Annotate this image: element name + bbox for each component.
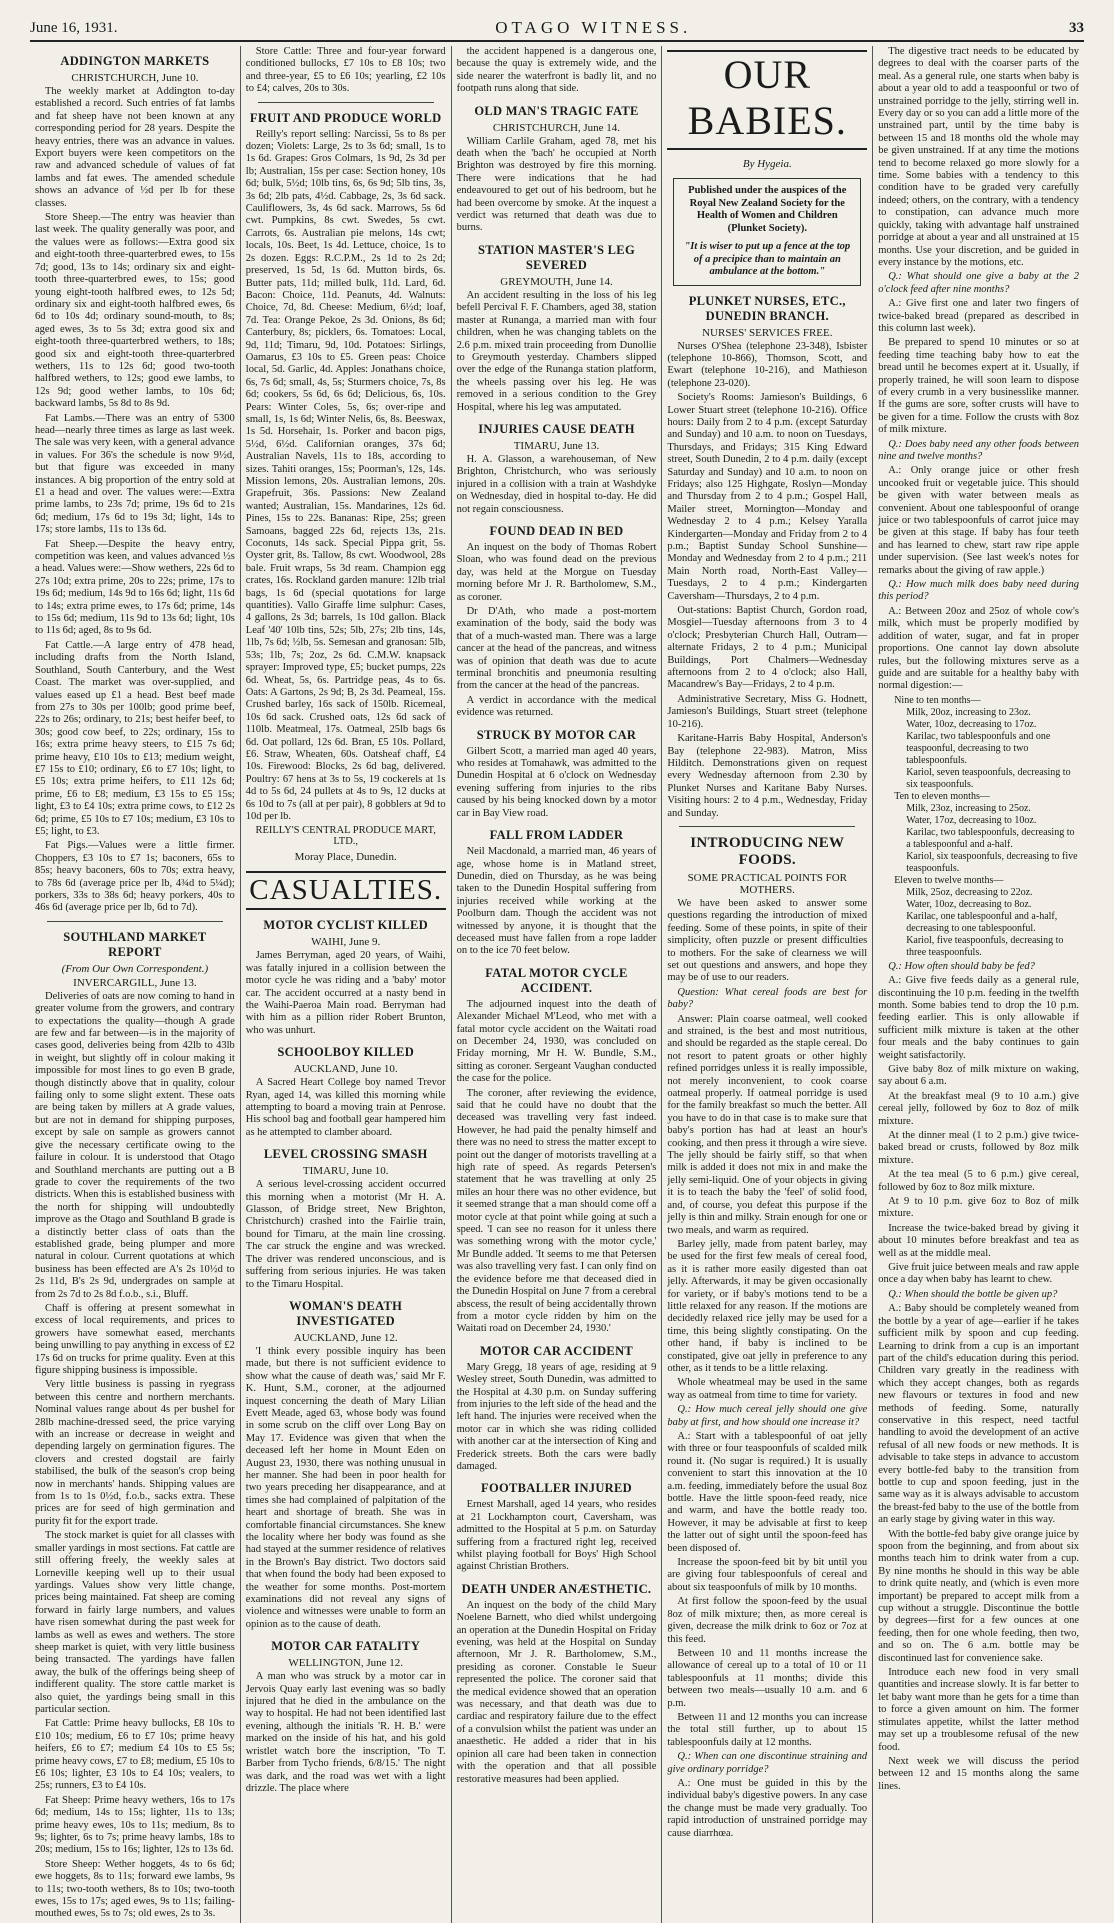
question: Q.: How much milk does baby need during this period? <box>878 579 1079 603</box>
paragraph: Store Cattle: Three and four-year forward conditioned bullocks, £7 10s to £8 10s; two and three-year, £5 to £6 10s; yearling, £2 10s to £4; calves, 20s to 30s. <box>245 46 446 95</box>
paragraph: The digestive tract needs to be educated by degrees to deal with the coarser parts of the meal. As a general rule, one starts when baby is about a year old to add a teaspoonful or two of unstrained porridge to the jelly, stirring well in. Every day or so you can add a little more of the unstrained part, until by the time baby is between 15 and 18 months old the whole may be given unstrained. If at any time the motions tend to become relaxed go more slowly for a time. Some babies with a tendency to this condition have to be graded very carefully indeed; others, on the contrary, with a tendency to constipation, can advance much more quickly, taking with advantage half unstrained porridge at about a year and all unstrained at 15 months. Use your discretion, and be guided in every instance by the motions, etc. <box>878 46 1079 268</box>
story-heading: LEVEL CROSSING SMASH <box>263 1147 428 1162</box>
paragraph: Chaff is offering at present somewhat in excess of local requirements, and prices to growers have somewhat eased, merchants being unwilling to pay anything in excess of £2 17s 6d on trucks for prime quality. Even at this figure shipping business is impossible. <box>35 1302 235 1376</box>
schedule-line: Karilac, two tablespoonfuls and one teaspoonful, decreasing to two tablespoonfuls. <box>906 730 1051 766</box>
story-dateline: AUCKLAND, June 10. <box>293 1063 398 1076</box>
paragraph: A Sacred Heart College boy named Trevor Ryan, aged 14, was killed this morning while attempting to board a moving train at Penrose. His school bag and football gear hampered him as he attempted to clamber aboard. <box>245 1077 446 1138</box>
story-dateline: AUCKLAND, June 12. <box>293 1331 398 1344</box>
southland-heading: SOUTHLAND MARKET REPORT <box>63 929 207 959</box>
story-heading: SCHOOLBOY KILLED <box>277 1045 415 1060</box>
paragraph: At 9 to 10 p.m. give 6oz to 8oz of milk mixture. <box>878 1196 1079 1220</box>
story-heading: FOOTBALLER INJURED <box>481 1481 632 1496</box>
schedule-label: Ten to eleven months— <box>894 790 990 802</box>
paragraph: 'I think every possible inquiry has been made, but there is not sufficient evidence to show what the cause of death was,' said Mr F. K. Hunt, S.M., coroner, at the adjourned inquest concerning the death of Mary Lilian Evett Meade, aged 63, whose body was found in some scrub on the cliff over Long Bay on May 17. Evidence was given that when the deceased left her home in Mount Eden on August 23, 1930, there was nothing unusual in her manner. She had been in poor health for two years preceding her disappearance, and at times she had complained of palpitation of the heart and shortage of breath. She was in comfortable financial circumstances. She knew the locality where her body was found as she had stayed at the summer residence of relatives in the Brown's Bay district. Two doctors said that when found the body had been exposed to the weather for some months. Post-mortem examinations did not reveal any signs of violence and witnesses were unable to form an opinion as to the cause of death. <box>245 1345 446 1630</box>
southland-body <box>35 991 235 1921</box>
paragraph: An inquest on the body of the child Mary Noelene Barnett, who died whilst undergoing an operation at the Dunedin Hospital on Friday evening, was held at the Hospital on Sunday afternoon, Mr J. R. Bartholomew, S.M., presiding as coroner. Constable le Sueur represented the police. The coroner said that the medical evidence showed that an operation was necessary, and that death was due to cardiac and respiratory failure due to the effect of a convulsion whilst the patient was under an anaesthetic. He added a rider that in his opinion all care had been taken in connection with the operation and that all possible restorative measures had been applied. <box>456 1599 657 1785</box>
paragraph: Gilbert Scott, a married man aged 40 years, who resides at Tomahawk, was admitted to the Dunedin Hospital at 6 o'clock on Wednesday evening suffering from injuries to the ribs caused by his being knocked down by a motor car in Bay View road. <box>456 745 657 819</box>
paragraph: We have been asked to answer some questions regarding the introduction of mixed feeding. Some of these points, in spite of their simplicity, often puzzle or present difficulties to mothers. For the sake of clearness we will set out questions and answers, and hope they may be of use to our readers. <box>667 897 868 984</box>
story-dateline: CHRISTCHURCH, June 14. <box>492 121 621 134</box>
feeding-schedule <box>894 695 1079 959</box>
paragraph: With the bottle-fed baby give orange juice by spoon from the beginning, and from about six months teach him to drink water from a cup. By nine months he should in this way be able to drink quite neatly, and (which is even more important) be prepared to accept milk from a cup without a struggle. Discontinue the bottle by degrees—first for a few ounces at one feeding, then for one whole feeding, then two, and so on. The 6 a.m. bottle may be discontinued last for convenience sake. <box>878 1528 1079 1664</box>
question: Q.: What should one give a baby at the 2 o'clock feed after nine months? <box>878 271 1079 295</box>
paragraph: Increase the twice-baked bread by giving it about 10 minutes before breakfast and tea as well as at the middle meal. <box>878 1222 1079 1259</box>
column-4 <box>662 46 873 1923</box>
question: Q.: When can one discontinue straining and give ordinary porridge? <box>667 1751 868 1775</box>
paragraph: Answer: Plain coarse oatmeal, well cooked and strained, is the best and most nutritious, and should be regarded as the staple cereal. Do not resort to patent groats or other highly refined porridges unless it is really impossible, not merely inconvenient, to cook coarse oatmeal properly. If oatmeal porridge is used for the family breakfast so much the better. All you have to do in that case is to make sure that baby's portion has had at least an hour's cooking, and then press it through a wire sieve. The jelly should be fairly stiff, so that when milk is added it does not mix in and make the jelly semi-liquid. One of your objects in giving it is to teach the baby the 'feel' of solid food, and, of course, you defeat this purpose if the jelly is thin and milky. Strain enough for one or two meals, and warm as required. <box>667 1013 868 1236</box>
schedule-line: Karilac, one tablespoonful and a-half, decreasing to one tablespoonful. <box>906 910 1058 934</box>
southland-dateline: INVERCARGILL, June 13. <box>73 976 197 989</box>
our-babies-title: OUR BABIES. <box>667 50 867 150</box>
question: Q.: How much cereal jelly should one give baby at first, and how should one increase it? <box>667 1404 868 1428</box>
masthead <box>30 16 1084 42</box>
reilly-address: Moray Place, Dunedin. <box>294 851 397 864</box>
paragraph: The adjourned inquest into the death of Alexander Michael M'Leod, who met with a fatal motor cycle accident on the Waitati road on December 24, 1930, was concluded on Friday morning, Mr H. W. Bundle, S.M., sitting as coroner. Sergeant Vaughan conducted the case for the police. <box>456 998 657 1085</box>
paragraph: Deliveries of oats are now coming to hand in greater volume from the growers, and contrary to expectations the quality—though A grade are few and far between—is in the majority of cases good, deliveries being from 42lb to 43lb in weight, but slightly off in colour making it impossible for most lines to go even B grade, though distinctly above that in quality, colour failing only to some slight extent. These oats are being taken by millers at A grade values, but are not in demand for shipping purposes, except by sale on sample as growers cannot give the necessary certificate owing to the failure in colour. It is understood that Otago and Southland merchants are putting out a B grade to cover the requirements of the two districts. When this is established business with the north for shipping will undoubtedly improve as the Otago and Southland B grade is a distinctly better class of oats than the established grade, being plumper and more natural in colour. Current quotations at which business has been effected are A's 2s 10½d to 2s 11d, B's 2s 9d, undergrades on sample at from 2s 7d to 2s 8d f.o.b., s.i., Bluff. <box>35 990 235 1300</box>
reilly-signature: REILLY'S CENTRAL PRODUCE MART, LTD., <box>255 825 436 848</box>
question: Q.: Does baby need any other foods between nine and twelve months? <box>878 438 1079 462</box>
paragraph: An inquest on the body of Thomas Robert Sloan, who was found dead on the previous day, was held at the Morgue on Tuesday morning before Mr J. R. Bartholomew, S.M., as coroner. <box>456 541 657 603</box>
schedule-line: Water, 17oz, decreasing to 10oz. <box>906 814 1037 826</box>
column-3 <box>452 46 663 1923</box>
story-heading: MOTOR CYCLIST KILLED <box>263 918 428 933</box>
paragraph: Next week we will discuss the period between 12 and 15 months along the same lines. <box>878 1755 1079 1792</box>
schedule-line: Kariol, seven teaspoonfuls, decreasing to six teaspoonfuls. <box>906 766 1071 790</box>
schedule-line: Kariol, five teaspoonfuls, decreasing to three teaspoonfuls. <box>906 934 1064 958</box>
story-dateline: TIMARU, June 10. <box>302 1165 389 1178</box>
new-foods-heading: INTRODUCING NEW FOODS. <box>690 834 845 868</box>
story-heading: FALL FROM LADDER <box>489 828 624 843</box>
paragraph: Fat Cattle: Prime heavy bullocks, £8 10s to £10 10s; medium, £6 to £7 10s; prime heavy heifers, £6 to £7; medium £4 10s to £5 5s; prime heavy cows, £7 to £8; medium, £5 10s to £6 10s; lighter, £3 10s to £4 10s; vealers, to 25s; runners, £3 to £4 10s. <box>35 1718 235 1792</box>
new-foods-subheading: SOME PRACTICAL POINTS FOR MOTHERS. <box>687 871 847 896</box>
schedule-line: Water, 10oz, decreasing to 8oz. <box>906 898 1032 910</box>
paragraph: Reilly's report selling: Narcissi, 5s to 8s per dozen; Violets: Large, 2s to 3s 6d; small, 1s to 1s 6d. Grapes: Gros Colmars, 1s 9d, 2s 3d per lb; Australian, 15s per case: Section honey, 10s 6d; bulk, 5½d; 10lb tins, 6s, 6s 9d; 5lb tins, 3s, 3s 6d; 2lb pats, 4½d. Cabbage, 2s, 3s 6d sack. Cauliflowers, 3s, 4s 6d sack. Marrows, 5s 6d cwt. Pumpkins, 8s cwt. Swedes, 5s cwt. Carrots, 6s. Australian pie melons, 14s cwt; locals, 10s. Beet, 1s 4d. Lettuce, choice, 1s to 2s dozen. Eggs: R.C.P.M., 2s 1d to 2s 2d; preserved, 1s 5d, 1s 6d. Mutton birds, 6s. Butter pats, 11d; milled bulk, 11d. Lard, 6d. Bacon: Choice, 11d. Peanuts, 4d. Walnuts: Choice, 7d, 8d. Cheese: Medium, 6½d; loaf, 7d. Tea: Orange Pekoe, 2s 3d. Onions, 8s 6d; Canterbury, 8s; picklers, 6s. Tomatoes: Local, 9d, 11d; Timaru, 9d, 10d. Potatoes: Sirlings, Oamarus, £3 10s to £5. Green peas: Choice local, 5d. Garlic, 4d. Apples: Jonathans choice, 6s, 7s 6d; small, 4s, 5s; Sturmers choice, 7s, 8s 6d; cookers, 5s 6d, 6s 6d; Delicious, 6s, 10s. Pears: Winter Coles, 5s, 6s; over-ripe and small, 1s, 1s 6d; Winter Nelis, 6s, 8s. Beeswax, 1s 5d. Horsehair, 1s. Porker and bacon pigs, 5½d, 6½d. Californian oranges, 37s 6d; Australian Navels, 11s to 18s, according to sizes. Tahiti oranges, 15s; Poorman's, 12s, 14s. Mission lemons, 20s. Australian lemons, 20s. Grapefruit, 36s. Passions: New Zealand wanted; Australian, 15s. Mandarines, 12s 6d. Pines, 15s to 22s. Bananas: Ripe, 25s; green Samoans, bagged 22s 6d, rejects 13s, 21s. Coconuts, 14s sack. Special Pippa grit, 5s. Oyster grit, 8s. Tallow, 8s cwt. Woodwool, 28s bale. Fruit wraps, 5s 3d ream. Champion egg crates, 16s. Rockland garden manure: 12lb trial bags, 1s 6d (special quotations for large quantities). Vallo Giraffe lime sulphur: Cases, 4 gallons, 2s 3d; barrels, 1s 10d gallon. Black Leaf '40' 10lb tins, 52s; 5lb, 27s; 2lb tins, 14s, 1lb, 7s 6d; ½lb, 5s. Semesan and granosan: 5lb, 53s; 1lb, 7s; 2oz, 2s 6d. C.M.W. knapsack sprayer: Improved type, £5; bucket pumps, 22s 6d. Wheat, 5s, 6s. Partridge peas, 4s to 6s. Oats: A Gartons, 2s 9d; B, 2s 3d. Peameal, 15s. Crushed barley, 16s sack of 150lb. Ricemeal, 10s 6d sack. Crushed oats, 12s 6d sack of 110lb. Meatmeal, 17s. Oatmeal, 25lb bags 6s 6d. Oat pollard, 12s 6d. Bran, £5 10s. Pollard, £6. Straw, Wheaten, 60s. Oatsheaf chaff, £4 10s. Firewood: Blocks, 2s 6d bag, delivered. Poultry: 67 hens at 3s to 5s, 19 cockerels at 1s 4d to 5s 6d, 24 pullets at 4s to 9s, 12 ducks at 6s 10d to 7s (all at per pair), 8 gobblers at 9d to 10d per lb. <box>245 128 446 822</box>
paragraph: Be prepared to spend 10 minutes or so at feeding time teaching baby how to eat the bread until he becomes expert at it. Usually, if properly trained, he will soon learn to dispose of every crumb in a very businesslike manner. If the gums are sore, softer crusts will have to be given for a time. Follow the crusts with 8oz of milk mixture. <box>878 337 1079 436</box>
paragraph: Mary Gregg, 18 years of age, residing at 9 Wesley street, South Dunedin, was admitted to the Hospital at 4.30 p.m. on Sunday suffering from injuries to the left side of the head and the left hand. The injuries were received when the motor car in which she was riding collided with another car at the intersection of King and Frederick streets. Both the cars were badly damaged. <box>456 1361 657 1472</box>
divider <box>258 102 434 103</box>
notice-quote: "It is wiser to put up a fence at the top of a precipice than to maintain an ambulance at the bottom." <box>684 241 851 277</box>
question: Question: What cereal foods are best for baby? <box>667 986 868 1011</box>
divider <box>679 826 855 827</box>
plunket-notice-box <box>673 178 861 286</box>
divider <box>47 921 223 922</box>
paragraph: Nurses O'Shea (telephone 23-348), Isbister (telephone 10-866), Thomson, Scott, and Ewart (telephone 10-216), and Mathieson (telephone 23-020). <box>667 340 868 389</box>
southland-byline: (From Our Own Correspondent.) <box>61 962 209 975</box>
paragraph: A.: One must be guided in this by the individual baby's digestive powers. In any case the change must be made very gradually. Too rapid introduction of unstrained porridge may cause diarrhœa. <box>667 1777 868 1839</box>
paragraph: Between 11 and 12 months you can increase the total still further, up to about 15 tablespoonfuls daily at 12 months. <box>667 1711 868 1748</box>
story-dateline: GREYMOUTH, June 14. <box>500 275 613 288</box>
story-heading: FATAL MOTOR CYCLE ACCIDENT. <box>485 965 628 995</box>
paragraph: A.: Baby should be completely weaned from the bottle by a year of age—earlier if he takes sufficient milk by spoon and cup feeding. Learning to drink from a cup is an important part of the child's education during this period. Children vary greatly in the readiness with which they accept changes, both as regards new flavours or textures in food and new methods of feeding. Some, naturally conservative in this respect, need tactful handling to avoid the development of an active refusal of all new foods or new methods. It is advisable to take steps in advance to accustom every bottle-fed baby to the transition from bottle to cup and spoon feeding, just in the same way as it is always advisable to accustom the breast-fed baby to the use of the bottle from an early stage by giving water in this way. <box>878 1303 1079 1526</box>
addington-body <box>35 86 235 915</box>
paragraph: H. A. Glasson, a warehouseman, of New Brighton, Christchurch, who was seriously injured in a collision with a train at Washdyke on Wednesday, died in hospital to-day. He did not regain consciousness. <box>456 453 657 515</box>
schedule-line: Karilac, two tablespoonfuls, decreasing to a tablespoonful and a-half. <box>906 826 1075 850</box>
addington-dateline: CHRISTCHURCH, June 10. <box>71 72 199 84</box>
story-dateline: TIMARU, June 13. <box>513 439 600 452</box>
story-heading: STATION MASTER'S LEG SEVERED <box>478 242 635 272</box>
paragraph: A serious level-crossing accident occurred this morning when a motorist (Mr H. A. Glasson, of Bridge street, New Brighton, Christchurch) crashed into the Fairlie train, bound for Timaru, at the main line crossing. The car struck the engine and was wrecked. The driver was rendered unconscious, and is suffering from serious injuries. He was taken to the Timaru Hospital. <box>245 1179 446 1290</box>
schedule-line: Water, 10oz, decreasing to 17oz. <box>906 718 1037 730</box>
schedule-label: Eleven to twelve months— <box>894 874 1004 886</box>
paragraph: At first follow the spoon-feed by the usual 8oz of milk mixture; then, as more cereal is given, decrease the milk drink to 6oz or 7oz at this feed. <box>667 1596 868 1645</box>
paragraph: Out-stations: Baptist Church, Gordon road, Mosgiel—Tuesday afternoons from 3 to 4 o'clock; Presbyterian Church Hall, Outram—alternate Fridays, 2 to 4 p.m.; Municipal Buildings, Port Chalmers—Wednesday afternoons from 2 to 4 o'clock; also Hall, Macandrew's Bay—Fridays, 2 to 4 p.m. <box>667 605 868 691</box>
column-1 <box>30 46 241 1923</box>
our-babies-byline: By Hygeia. <box>742 158 792 170</box>
issue-date: June 16, 1931. <box>30 19 118 36</box>
paragraph: Give fruit juice between meals and raw apple once a day when baby has learnt to chew. <box>878 1262 1079 1286</box>
story-dateline: WAIHI, June 9. <box>311 936 381 949</box>
paragraph: Fat Cattle.—A large entry of 478 head, including drafts from the North Island, Southland, South Canterbury, and the West Coast. The market was over-supplied, and values eased up £1 a head. Best beef made from 27s to 30s per 100lb; good prime beef, 22s to 26s; ordinary, to 21s; best heifer beef, to 30s; good cow beef, to 22s; ordinary, 15s to 16s; extra prime heavy steers, to £15 7s 6d; prime heavy, £10 10s to £13; medium weight, £7 15s to £10; ordinary, £6 to £7 10s; light, to £5 10s; extra prime heifers, to £11 12s 6d; prime, £6 to £8; medium, £3 15s to £5 15s; light, £3 to £4 10s; extra prime cows, to £12 2s 6d; prime, £5 10s to £7 10s; medium, £3 10s to £5; light, to £3. <box>35 639 235 837</box>
paragraph: Introduce each new food in very small quantities and increase slowly. It is far better to let baby want more than he gets for a time than to force a given amount on him. The former stimulates appetite, whilst the latter method may set up a troublesome refusal of the new food. <box>878 1667 1079 1753</box>
story-heading: DEATH UNDER ANÆSTHETIC. <box>461 1581 652 1596</box>
story-heading: FOUND DEAD IN BED <box>489 523 624 538</box>
paragraph: Give baby 8oz of milk mixture on waking, say about 6 a.m. <box>878 1063 1079 1088</box>
page-number: 33 <box>1068 19 1084 36</box>
schedule-line: Kariol, six teaspoonfuls, decreasing to five teaspoonfuls. <box>906 850 1078 874</box>
paragraph: Karitane-Harris Baby Hospital, Anderson's Bay (telephone 22-983). Matron, Miss Hilditch. Demonstrations given on request every Wednesday afternoon from 2.30 by Plunket Nurses and Karitane Baby Nurses. Visiting hours: 2 to 4 p.m., Wednesday, Friday and Sunday. <box>667 733 868 819</box>
schedule-label: Nine to ten months— <box>894 694 981 706</box>
paragraph: Whole wheatmeal may be used in the same way as oatmeal from time to time for variety. <box>667 1377 868 1401</box>
fruit-produce-heading: FRUIT AND PRODUCE WORLD <box>249 110 442 125</box>
plunket-heading: PLUNKET NURSES, ETC., DUNEDIN BRANCH. <box>688 293 846 323</box>
question: Q.: When should the bottle be given up? <box>888 1288 1058 1300</box>
plunket-subheading: NURSES' SERVICES FREE. <box>702 326 833 339</box>
paragraph: At the breakfast meal (9 to 10 a.m.) give cereal jelly, followed by 6oz to 8oz of milk mixture. <box>878 1090 1079 1127</box>
paragraph: Administrative Secretary, Miss G. Hodnett, Jamieson's Buildings, Stuart street (telephone 10-216). <box>667 693 868 730</box>
paragraph: A.: Give five feeds daily as a general rule, discontinuing the 10 p.m. feeding in the twelfth month. Some babies tend to drop the 10 p.m. feeding earlier. This is only allowable if sufficient milk mixture is taken at the other four meals and the baby continues to gain weight satisfactorily. <box>878 975 1079 1061</box>
paragraph: James Berryman, aged 20 years, of Waihi, was fatally injured in a collision between the motor cycle he was riding and a 'baby' motor car. The accident occurred at a nasty bend in the Waihi-Paeroa Main road. Berryman had with him as a pillion rider Robert Brunton, who was unhurt. <box>245 950 446 1036</box>
paragraph: A.: Give first one and later two fingers of twice-baked bread (prepared as described in this column last week). <box>878 298 1079 334</box>
paragraph: The coroner, after reviewing the evidence, said that he could have no doubt that the deceased was travelling very fast indeed. However, he had paid the penalty himself and there was no need to stress the matter except to point out the danger of motorists travelling at a high rate of speed. As regards Petersen's statement that he was travelling at only 25 miles an hour there was no other evidence, but it seemed strange that a man should come off a motor cycle at that point while going at such a speed. 'I can see no reason for it unless there was something wrong with the motor cycle,' Mr Bundle added. 'It seems to me that Petersen was also travelling very fast. I can only find on the evidence before me that deceased died in the Dunedin Hospital on June 7 from a cerebral abscess, the result of being accidentally thrown from a motor cycle ridden by him on the Waitati road on December 24, 1930.' <box>456 1087 657 1335</box>
paragraph: At the tea meal (5 to 6 p.m.) give cereal, followed by 6oz to 8oz milk mixture. <box>878 1169 1079 1193</box>
paragraph: the accident happened is a dangerous one, because the quay is extremely wide, and the side nearer the waterfront is badly lit, and no footpath runs along that side. <box>456 46 657 95</box>
paragraph: A man who was struck by a motor car in Jervois Quay early last evening was so badly injured that he died in the ambulance on the way to hospital. He had not been identified last evening, although the initials 'R. H. B.' were marked on the inside of his hat, and his gold wristlet watch bore the inscription, 'To T. Barber from Tycho friends, 6/8/15.' The night was dark, and the road was wet with a light drizzle. The place where <box>245 1671 446 1794</box>
paragraph: Barley jelly, made from patent barley, may be used for the first few meals of cereal food, as it is rather more easily digested than oat jelly. Afterwards, it may be given occasionally for variety, or if baby's motions tend to be a little relaxed for any reason. If the motions are decidedly relaxed rice jelly may be used for a time, this being slightly constipating. On the other hand, if baby is inclined to be constipated, give oat jelly in preference to any other, as it tends to be a little relaxing. <box>667 1238 868 1374</box>
schedule-line: Milk, 20oz, increasing to 23oz. <box>906 706 1031 718</box>
paragraph: Store Sheep.—The entry was heavier than last week. The quality generally was poor, and the values were as follows:—Extra good six and eight-tooth three-quarterbred ewes, to 15s 7d; good, 13s to 14s; ordinary six and eight-tooth three-quarterbred ewes, to 15s; good young eight-tooth halfbred ewes, to 12s 5d; ordinary six and eight-tooth halfbred ewes, 6s 6d to 10s 4d; ordinary sound-mouth, to 8s; aged ewes, 3s to 5s 3d; extra good six and eight-tooth three-quarterbred wethers, to 18s; good six and eight-tooth three-quarterbred wethers, 11s to 12s 6d; good two-tooth halfbred wethers, to 12s; good ewe lambs, to 12s 9d; good wether lambs, to 10s 6d; backward lambs, 5s 8d to 8s 9d. <box>35 212 235 410</box>
newspaper-title: OTAGO WITNESS. <box>495 18 692 37</box>
story-heading: OLD MAN'S TRAGIC FATE <box>474 103 639 118</box>
story-heading: WOMAN'S DEATH INVESTIGATED <box>289 1298 403 1328</box>
story-heading: STRUCK BY MOTOR CAR <box>476 727 637 742</box>
paragraph: A.: Between 20oz and 25oz of whole cow's milk, which must be properly modified by addition of water, sugar, and fat in proper proportions. One cannot lay down absolute rules, but the following mixtures serve as a guide and are suitable for a healthy baby with normal digestion:— <box>878 605 1079 692</box>
story-heading: MOTOR CAR FATALITY <box>271 1639 421 1654</box>
paragraph: A verdict in accordance with the medical evidence was returned. <box>456 694 657 719</box>
paragraph: The stock market is quiet for all classes with smaller yardings in most sections. Fat cattle are still offering freely, the weekly sales at Lorneville keeping well up to their usual yardings. Values show very little change, prices being maintained. Fat sheep are coming forward in fairly large numbers, and values have risen somewhat during the past week for lambs as well as ewes and wethers. The store sheep market is quiet, with very little business being transacted. The yardings have fallen away, the bulk of the offerings being sheep of indifferent quality. The store cattle market is also quiet, the yardings being small in this particular section. <box>35 1530 235 1715</box>
paragraph: The weekly market at Addington to-day established a record. Such entries of fat lambs and fat sheep have not been known at any corresponding period for 28 years. Despite the heavy entries, there was an advance in values. Export buyers were keen competitors on the raw and advanced schedule of values of fat lambs and fat ewes. The amended schedule shows an advance of ½d per lb for these classes. <box>35 86 235 209</box>
paragraph: A.: Start with a tablespoonful of oat jelly with three or four teaspoonfuls of scalded milk round it. (No sugar is required.) It is usually convenient to start this innovation at the 10 a.m. feeding, immediately before the usual 8oz bottle. Have the little spoon-feed ready, nice and warm, and have the bottle ready too. However, it may be advisable at first to keep the latter out of sight until the spoon-feed has been disposed of. <box>667 1431 868 1554</box>
paragraph: At the dinner meal (1 to 2 p.m.) give twice-baked bread or crusts, followed by 8oz milk mixture. <box>878 1130 1079 1166</box>
paragraph: Increase the spoon-feed bit by bit until you are giving four tablespoonfuls of cereal and about six teaspoonfuls of milk by 10 months. <box>667 1557 868 1593</box>
addington-heading: ADDINGTON MARKETS <box>60 54 210 68</box>
paragraph: Fat Lambs.—There was an entry of 5300 head—nearly three times as large as last week. The sale was very keen, with a general advance in values. For 36's the schedule is now 9½d, but that figure was exceeded in many instances. A big proportion of the entry sold at £1 a head and over. The values were:—Extra prime lambs, to 23s 7d; prime, 19s 6d to 21s 6d; medium, 17s 6d to 19s 3d; light, 14s to 17s; store lambs, 11s to 13s 6d. <box>35 412 235 536</box>
story-heading: MOTOR CAR ACCIDENT <box>479 1343 634 1358</box>
question: Q.: How often should baby be fed? <box>888 960 1035 972</box>
casualties-heading: CASUALTIES. <box>246 871 446 910</box>
paragraph: Very little business is passing in ryegrass between this centre and northern merchants. Nominal values range about 4s per bushel for 28lb machine-dressed seed, the price varying with an increase or decrease in weight and depending largely on germination figures. The clovers and crested dogstail are fairly stabilised, the bulk of the season's crop being now in merchants' hands. Shipping values are from 1s to 1s 0½d, f.o.b., sacks extra. These prices are for seed of high germination and purity fit for the export trade. <box>35 1379 235 1527</box>
notice-text: Published under the auspices of the Royal New Zealand Society for the Health of Women and Children (Plunket Society). <box>688 185 847 234</box>
paragraph: William Carlile Graham, aged 78, met his death when the 'bach' he occupied at North Brighton was destroyed by fire this morning. There were indications that he had endeavoured to get out of his bedroom, but he had been overcome by smoke. At the inquest a verdict was returned that death was due to burns. <box>456 135 657 234</box>
paragraph: Fat Sheep.—Despite the heavy entry, competition was keen, and values advanced ½s a head. Values were:—Show wethers, 22s 6d to 27s 10d; extra prime, 20s to 22s; prime, 17s to 19s 6d; medium, 14s 9d to 16s 6d; light, 11s 6d to 14s; extra prime ewes, to 17s 6d; prime, 14s to 15s 6d; medium, 11s 9d to 13s 6d; light, 10s to 11s 6d; aged, 8s to 9s 6d. <box>35 538 235 637</box>
paragraph: Between 10 and 11 months increase the allowance of cereal up to a total of 10 or 11 tablespoonfuls at 11 months; divide this between two meals—usually 10 a.m. and 6 p.m. <box>667 1647 868 1709</box>
column-2 <box>241 46 452 1923</box>
paragraph: Ernest Marshall, aged 14 years, who resides at 21 Lockhampton court, Caversham, was admitted to the Hospital at 5 p.m. on Saturday suffering from a fractured right leg, received whilst playing football for Boys' High School against Christian Brothers. <box>456 1499 657 1573</box>
paragraph: Dr D'Ath, who made a post-mortem examination of the body, said the body was that of a much-wasted man. There was a large cancer at the head of the pancreas, and witness was of opinion that death was due to acute terminal bronchitis and pneumonia resulting from the cancer at the head of the pancreas. <box>456 606 657 692</box>
paragraph: An accident resulting in the loss of his leg befell Percival F. F. Chambers, aged 38, station master at Runanga, a married man with four children, when he was changing tablets on the 2.6 p.m. mixed train proceeding from Dunollie to Greymouth yesterday. Chambers slipped over the edge of the Runanga station platform, the wheels passing over his leg. He was removed in a serious condition to the Grey Hospital, where his leg was amputated. <box>456 289 657 413</box>
paragraph: Fat Sheep: Prime heavy wethers, 16s to 17s 6d; medium, 14s to 15s; lighter, 11s to 13s; prime heavy ewes, 10s to 11s; medium, 8s to 9s; lighter, 6s to 7s; prime heavy lambs, 18s to 20s; medium, 15s to 16s; lighter, 12s to 13s 6d. <box>35 1794 235 1856</box>
story-heading: INJURIES CAUSE DEATH <box>478 421 635 436</box>
story-dateline: WELLINGTON, June 12. <box>288 1657 404 1670</box>
paragraph: Neil Macdonald, a married man, 46 years of age, whose home is in Matland street, Dunedin, died on Thursday, as he was being taken to the Dunedin Hospital suffering from injuries received while working at the Poolburn dam. Though the accident was not witnessed by anyone, it is thought that the deceased must have fallen from a rope ladder on to the ice 70 feet below. <box>456 846 657 957</box>
column-5 <box>873 46 1084 1923</box>
schedule-line: Milk, 25oz, decreasing to 22oz. <box>906 886 1033 898</box>
paragraph: Store Sheep: Wether hoggets, 4s to 6s 6d; ewe hoggets, 8s to 11s; forward ewe lambs, 9s to 11s; two-tooth wethers, 8s to 10s; two-tooth ewes, 15s to 17s; aged ewes, 9s to 11s; failing-mouthed ewes, 5s to 7s; old ewes, 2s to 3s. <box>35 1858 235 1920</box>
schedule-line: Milk, 23oz, increasing to 25oz. <box>906 802 1031 814</box>
paragraph: Society's Rooms: Jamieson's Buildings, 6 Lower Stuart street (telephone 10-216). Office hours: Daily from 2 to 4 p.m. (except Saturday and Sunday) and 10 a.m. to noon on Tuesdays, Thursdays, and Fridays; 315 King Edward street, South Dunedin, 2 to 4 p.m. daily (except Saturday and Sunday) and 10 a.m. to noon on Fridays; also 125 Highgate, Roslyn—Monday and Thursday from 2 to 4 p.m.; Gospel Hall, Mailer street, Mornington—Monday and Wednesday 2 to 4 p.m.; Kelsey Yaralla Kindergarten—Monday and Friday from 2 to 4 p.m.; Baptist Sunday School Sunshine—Monday and Wednesday from 2 to 4 p.m.; 211 Main North road, North-East Valley—Tuesdays, 2 to 4 p.m.; Kindergarten Caversham—Thursdays, 2 to 4 p.m. <box>667 392 868 602</box>
paragraph: Fat Pigs.—Values were a little firmer. Choppers, £3 10s to £7 1s; baconers, 65s to 85s; heavy baconers, 60s to 70s; extra heavy, to 78s 6d (average price per lb, 4¾d to 5¼d); porkers, 33s to 38s 6d; heavy porkers, 40s to 46s 6d (average price per lb, 6d to 7d). <box>35 840 235 914</box>
paragraph: A.: Only orange juice or other fresh uncooked fruit or vegetable juice. This should be given with water between meals as convenient. About one tablespoonful of orange juice or two tablespoonfuls of carrot juice may be given at this stage. If baby has four teeth and has learned to chew, start raw ripe apple under supervision. (See last week's notes for remarks about the giving of raw apple.) <box>878 465 1079 576</box>
